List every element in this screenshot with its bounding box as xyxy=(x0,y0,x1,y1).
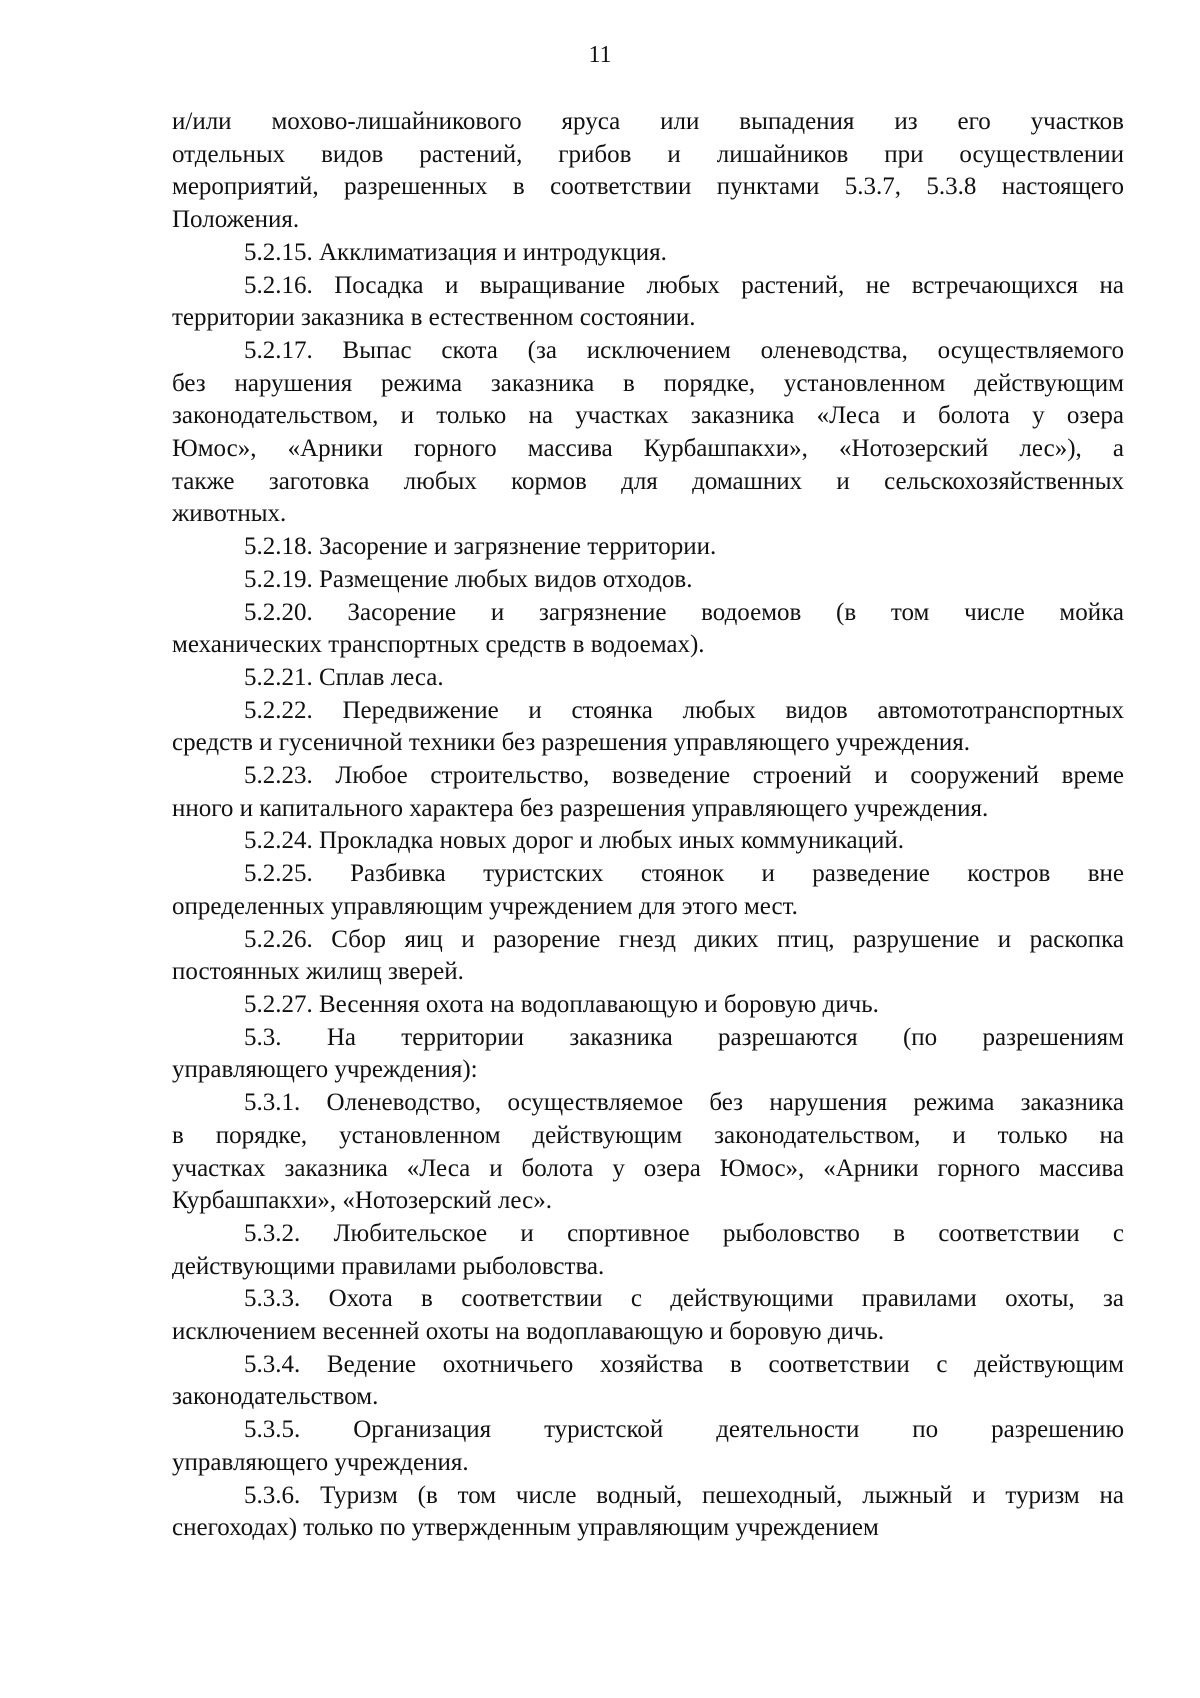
text-line: Юмос», «Арники горного массива Курбашпакхи», «Нотозерский лес»), а xyxy=(172,435,1124,463)
text-line: мероприятий, разрешенных в соответствии пунктами 5.3.7, 5.3.8 настоящего xyxy=(172,173,1124,201)
paragraph xyxy=(172,924,1124,989)
text-line: без нарушения режима заказника в порядке, установленном действующим xyxy=(172,369,1124,397)
paragraph xyxy=(172,1283,1124,1348)
paragraph xyxy=(172,1022,1124,1087)
paragraph xyxy=(172,760,1124,825)
text-line: определенных управляющим учреждением для этого мест. xyxy=(172,892,798,920)
paragraph xyxy=(172,695,1124,760)
text-line: в порядке, установленном действующим законодательством, и только на xyxy=(172,1121,1124,1149)
text-line: 5.2.23. Любое строительство, возведение строений и сооружений време xyxy=(244,762,1124,790)
text-line: 5.2.16. Посадка и выращивание любых растений, не встречающихся на xyxy=(244,271,1124,299)
text-line: постоянных жилищ зверей. xyxy=(172,958,464,986)
paragraph xyxy=(172,1480,1124,1545)
text-line: нного и капитального характера без разрешения управляющего учреждения. xyxy=(172,794,989,822)
text-line: управляющего учреждения): xyxy=(172,1056,478,1084)
text-line: 5.3.3. Охота в соответствии с действующими правилами охоты, за xyxy=(244,1285,1124,1313)
text-line: отдельных видов растений, грибов и лишайников при осуществлении xyxy=(172,140,1124,168)
text-line: механических транспортных средств в водоемах). xyxy=(172,631,705,659)
text-line: 5.3.5. Организация туристской деятельности по разрешению xyxy=(244,1416,1124,1444)
text-line: снегоходах) только по утвержденным управляющим учреждением xyxy=(172,1514,879,1542)
text-line: средств и гусеничной техники без разрешения управляющего учреждения. xyxy=(172,729,971,757)
text-line: 5.3.1. Оленеводство, осуществляемое без нарушения режима заказника xyxy=(244,1089,1124,1117)
text-line: участках заказника «Леса и болота у озера Юмос», «Арники горного массива xyxy=(172,1154,1124,1182)
text-line: 5.2.24. Прокладка новых дорог и любых иных коммуникаций. xyxy=(244,827,904,855)
paragraph xyxy=(172,106,1124,237)
paragraph xyxy=(172,858,1124,923)
paragraph xyxy=(172,825,1124,858)
text-line: территории заказника в естественном состоянии. xyxy=(172,304,696,332)
text-line: 5.2.21. Сплав леса. xyxy=(244,663,444,691)
paragraph xyxy=(172,1087,1124,1218)
page-number: 11 xyxy=(588,42,612,68)
text-line: также заготовка любых кормов для домашних и сельскохозяйственных xyxy=(172,467,1124,495)
text-line: Положения. xyxy=(172,206,300,234)
text-line: законодательством, и только на участках заказника «Леса и болота у озера xyxy=(172,402,1124,430)
text-line: исключением весенней охоты на водоплавающую и боровую дичь. xyxy=(172,1318,885,1346)
paragraph xyxy=(172,270,1124,335)
paragraph xyxy=(172,1218,1124,1283)
text-line: 5.3.4. Ведение охотничьего хозяйства в соответствии с действующим xyxy=(244,1350,1124,1378)
paragraph xyxy=(172,1414,1124,1479)
text-line: Курбашпакхи», «Нотозерский лес». xyxy=(172,1187,552,1215)
text-line: 5.2.25. Разбивка туристских стоянок и разведение костров вне xyxy=(244,860,1124,888)
paragraph xyxy=(172,237,1124,270)
paragraph xyxy=(172,1349,1124,1414)
text-line: законодательством. xyxy=(172,1383,379,1411)
text-line: 5.3. На территории заказника разрешаются (по разрешениям xyxy=(244,1023,1124,1051)
text-line: 5.2.17. Выпас скота (за исключением оленеводства, осуществляемого xyxy=(244,336,1124,364)
text-line: и/или мохово-лишайникового яруса или выпадения из его участков xyxy=(172,108,1124,135)
text-line: 5.2.15. Акклиматизация и интродукция. xyxy=(244,238,667,266)
document-body xyxy=(172,106,1124,1545)
paragraph xyxy=(172,662,1124,695)
text-line: 5.3.2. Любительское и спортивное рыболовство в соответствии с xyxy=(244,1219,1124,1247)
text-line: 5.2.19. Размещение любых видов отходов. xyxy=(244,565,693,593)
text-line: 5.3.6. Туризм (в том числе водный, пешеходный, лыжный и туризм на xyxy=(244,1481,1124,1509)
text-line: 5.2.27. Весенняя охота на водоплавающую и боровую дичь. xyxy=(244,990,879,1018)
text-line: управляющего учреждения. xyxy=(172,1448,469,1476)
text-line: 5.2.26. Сбор яиц и разорение гнезд диких птиц, разрушение и раскопка xyxy=(244,925,1124,953)
text-line: животных. xyxy=(172,500,287,528)
paragraph xyxy=(172,564,1124,597)
paragraph xyxy=(172,335,1124,531)
paragraph xyxy=(172,531,1124,564)
text-line: действующими правилами рыболовства. xyxy=(172,1252,605,1280)
paragraph xyxy=(172,989,1124,1022)
paragraph xyxy=(172,597,1124,662)
text-line: 5.2.22. Передвижение и стоянка любых видов автомототранспортных xyxy=(244,696,1124,724)
text-line: 5.2.18. Засорение и загрязнение территории. xyxy=(244,533,717,561)
text-line: 5.2.20. Засорение и загрязнение водоемов (в том числе мойка xyxy=(244,598,1124,626)
